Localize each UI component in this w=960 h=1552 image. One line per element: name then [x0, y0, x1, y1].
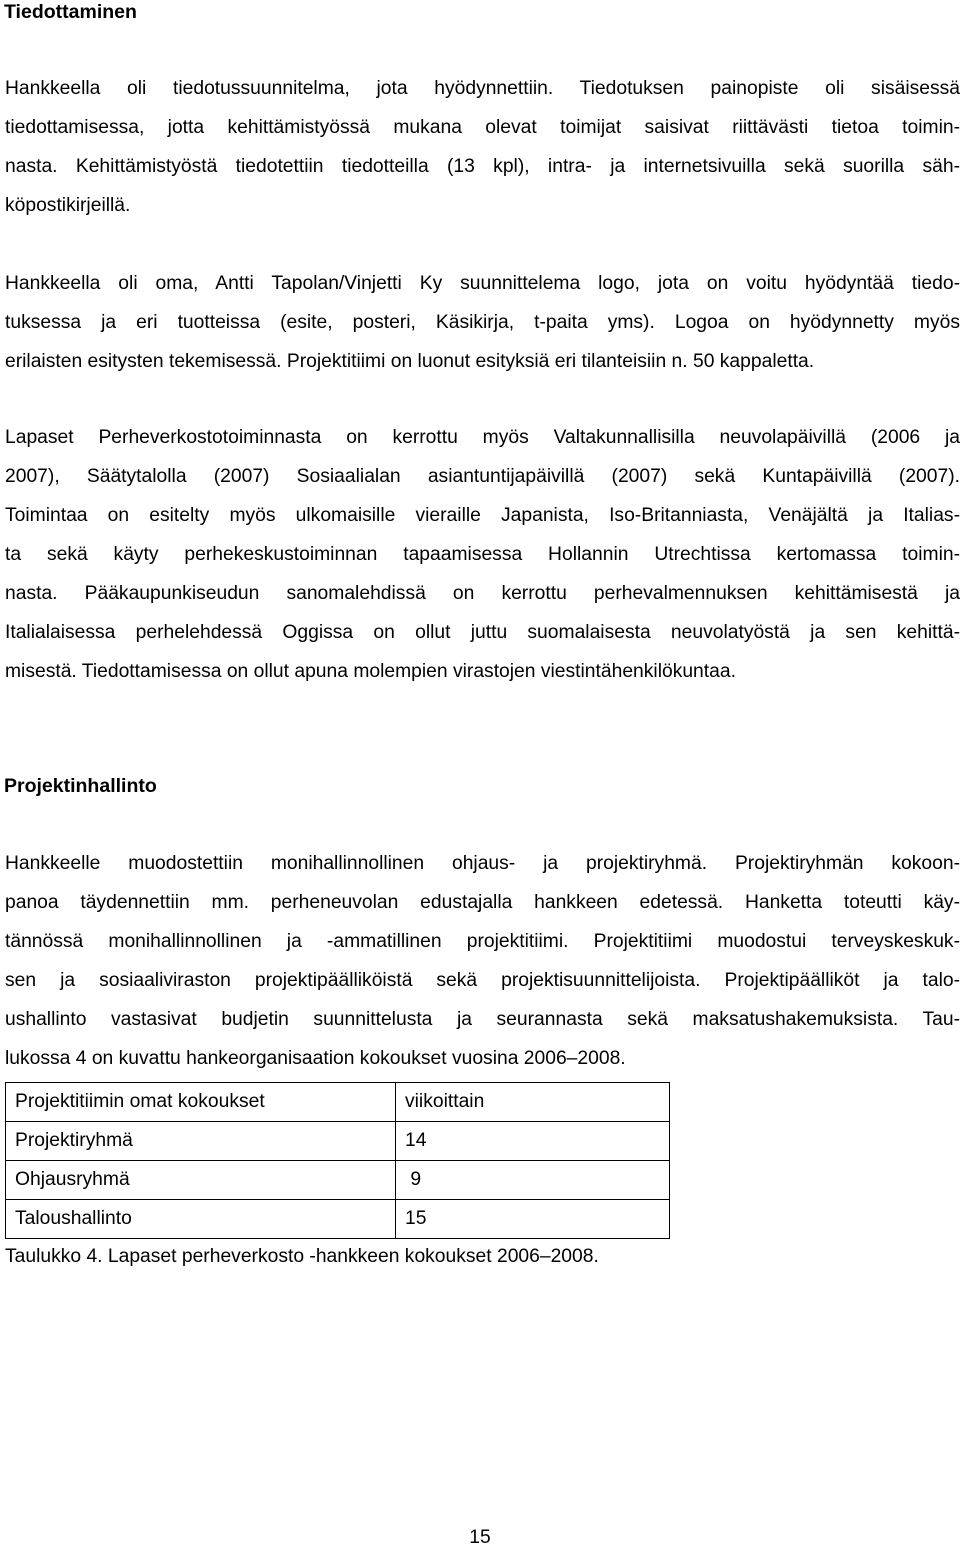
- meetings-table: [5, 1082, 670, 1239]
- paragraph-logo: [5, 264, 960, 381]
- section-heading-tiedottaminen: Tiedottaminen: [4, 1, 137, 23]
- paragraph-line: ta sekä käyty perhekeskustoiminnan tapaamisessa Hollannin Utrechtissa kertomassa toimin-: [5, 544, 960, 565]
- section-heading-projektinhallinto: Projektinhallinto: [4, 775, 157, 797]
- paragraph-line: misestä. Tiedottamisessa on ollut apuna molempien virastojen viestintähenkilökuntaa.: [5, 661, 736, 682]
- table-cell-value: 9: [396, 1161, 670, 1200]
- paragraph-line: 2007), Säätytalolla (2007) Sosiaalialan asiantuntijapäivillä (2007) sekä Kuntapäivillä (2007).: [5, 466, 960, 487]
- table-cell-label: Ohjausryhmä: [6, 1161, 396, 1200]
- paragraph-line: Hankkeelle muodostettiin monihallinnollinen ohjaus- ja projektiryhmä. Projektiryhmän kokoon-: [5, 853, 960, 874]
- paragraph-line: tiedottamisessa, jotta kehittämistyössä mukana olevat toimijat saisivat riittävästi tietoa toimin-: [5, 117, 960, 138]
- paragraph-line: sen ja sosiaaliviraston projektipäälliköistä sekä projektisuunnittelijoista. Projektipäälliköt ja talo-: [5, 970, 960, 991]
- paragraph-line: tuksessa ja eri tuotteissa (esite, posteri, Käsikirja, t-paita yms). Logoa on hyödynnetty myös: [5, 312, 960, 333]
- table-cell-label: Taloushallinto: [6, 1200, 396, 1239]
- paragraph-line: Lapaset Perheverkostotoiminnasta on kerrottu myös Valtakunnallisilla neuvolapäivillä (2006 ja: [5, 427, 960, 448]
- paragraph-line: nasta. Kehittämistyöstä tiedotettiin tiedotteilla (13 kpl), intra- ja internetsivuilla sekä suorilla säh-: [5, 156, 960, 177]
- page-number: 15: [469, 1527, 491, 1548]
- paragraph-line: erilaisten esitysten tekemisessä. Projektitiimi on luonut esityksiä eri tilanteisiin n. 50 kappaletta.: [5, 351, 815, 372]
- paragraph-line: Hankkeella oli tiedotussuunnitelma, jota hyödynnettiin. Tiedotuksen painopiste oli sisäisessä: [5, 78, 960, 99]
- paragraph-line: tännössä monihallinnollinen ja -ammatillinen projektitiimi. Projektitiimi muodostui terveyskeskuk-: [5, 931, 960, 952]
- table-row: [6, 1200, 670, 1239]
- table-cell-value: 15: [396, 1200, 670, 1239]
- table-row: [6, 1161, 670, 1200]
- paragraph-line: nasta. Pääkaupunkiseudun sanomalehdissä on kerrottu perhevalmennuksen kehittämisestä ja: [5, 583, 960, 604]
- paragraph-line: panoa täydennettiin mm. perheneuvolan edustajalla hankkeen edetessä. Hanketta toteutti käy-: [5, 892, 960, 913]
- paragraph-line: köpostikirjeillä.: [5, 195, 131, 216]
- table-cell-label: Projektitiimin omat kokoukset: [6, 1083, 396, 1122]
- table-caption: Taulukko 4. Lapaset perheverkosto -hankkeen kokoukset 2006–2008.: [5, 1246, 599, 1267]
- paragraph-hallinto: [5, 844, 960, 1078]
- table-row: [6, 1122, 670, 1161]
- paragraph-line: ushallinto vastasivat budjetin suunnittelusta ja seurannasta sekä maksatushakemuksista. Tau-: [5, 1009, 960, 1030]
- paragraph-line: Hankkeella oli oma, Antti Tapolan/Vinjetti Ky suunnittelema logo, jota on voitu hyödyntää tiedo-: [5, 273, 960, 294]
- paragraph-tiedotussuunnitelma: [5, 69, 960, 225]
- paragraph-line: lukossa 4 on kuvattu hankeorganisaation kokoukset vuosina 2006–2008.: [5, 1048, 626, 1069]
- paragraph-line: Toimintaa on esitelty myös ulkomaisille vieraille Japanista, Iso-Britanniasta, Venäjältä ja Italias-: [5, 505, 960, 526]
- table-cell-value: viikoittain: [396, 1083, 670, 1122]
- paragraph-line: Italialaisessa perhelehdessä Oggissa on ollut juttu suomalaisesta neuvolatyöstä ja sen kehittä-: [5, 622, 960, 643]
- table-cell-value: 14: [396, 1122, 670, 1161]
- table-cell-label: Projektiryhmä: [6, 1122, 396, 1161]
- paragraph-esittelyt: [5, 418, 960, 691]
- table-row: [6, 1083, 670, 1122]
